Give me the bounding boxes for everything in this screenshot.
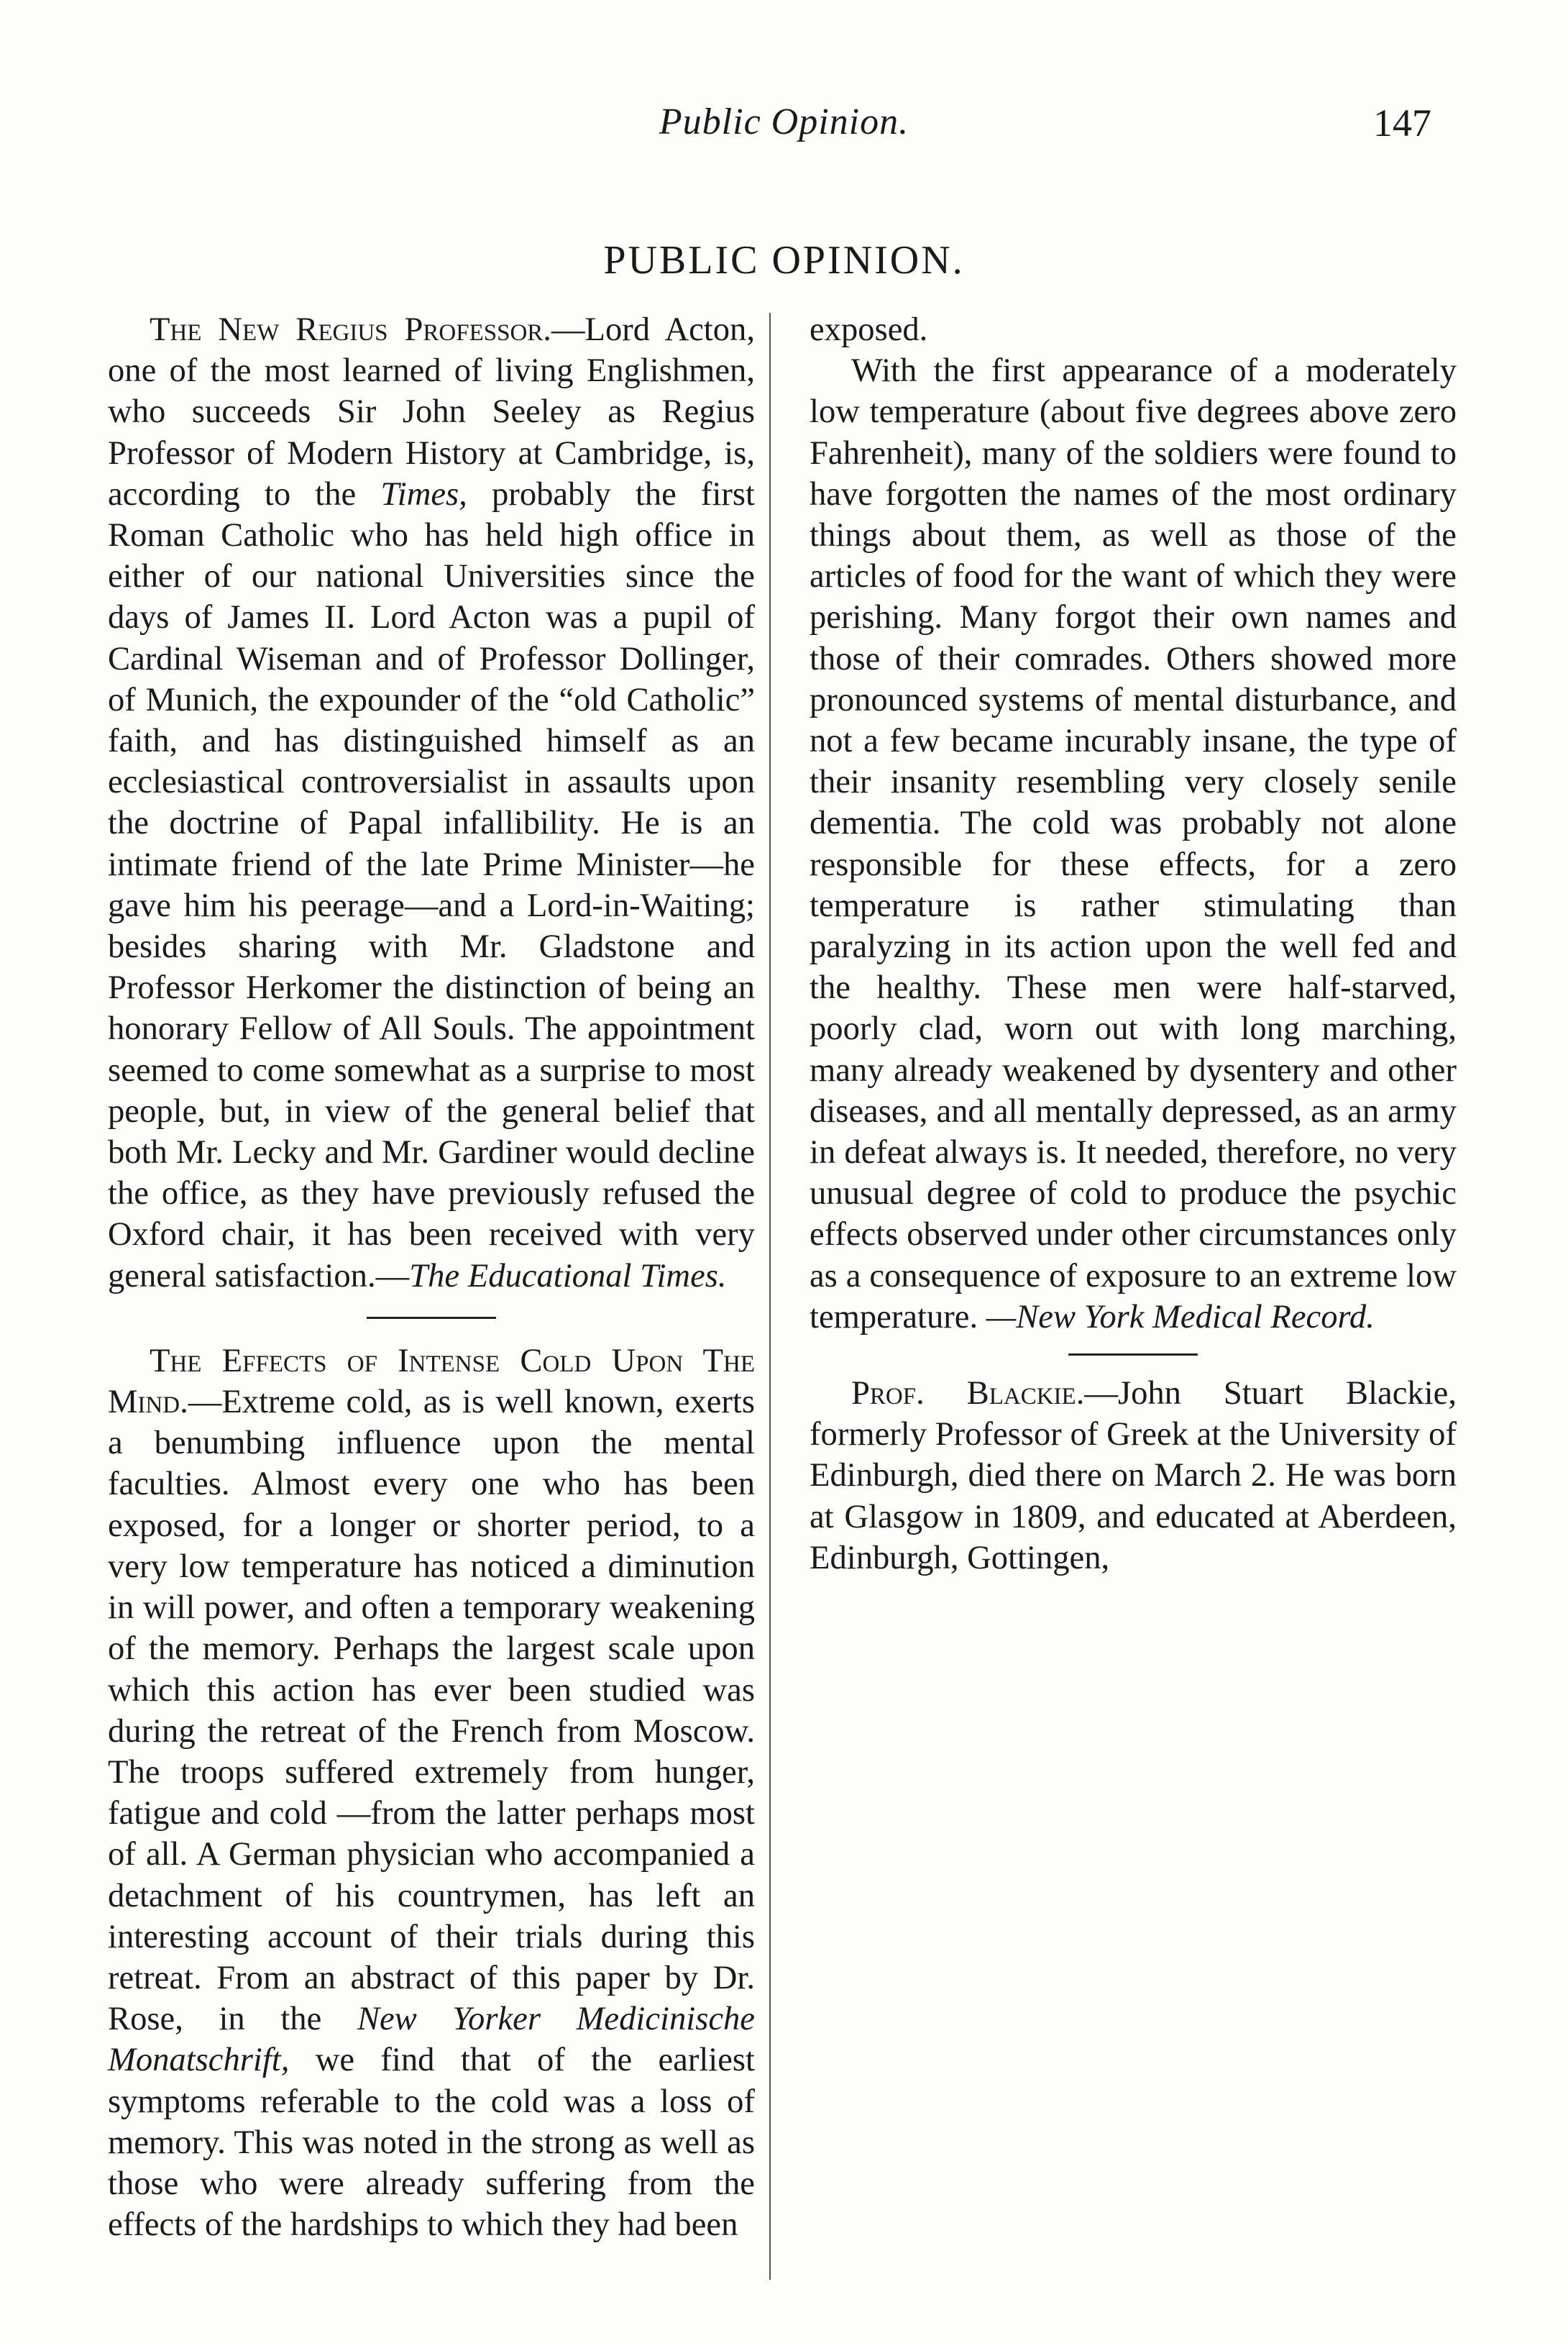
running-head: [0, 101, 1568, 158]
article-body: With the first appearance of a moderately low temperature (about five degrees above zero Fahrenheit), many of the soldiers were found to have forgotten the names of the most ordinary things about them, as well as those of the articles of food for the want of which they were perishing. Many forgot their own names and those of their comrades. Others showed more pronounced systems of mental disturbance, and not a few became incurably insane, the type of their insanity resembling very closely senile dementia. The cold was probably not alone responsible for these effects, for a zero temperature is rather stimulating than paralyzing in its action upon the well fed and the healthy. These men were half-starved, poorly clad, worn out with long marching, many already weakened by dysentery and other diseases, and all mentally depressed, as an army in defeat always is. It needed, therefore, no very unusual degree of cold to produce the psychic effects observed under other circumstances only as a consequence of exposure to an extreme low temperature.: [810, 352, 1457, 1335]
article-body: probably the first Roman Catholic who has held high office in either of our national Universities since the days of James II. Lord Acton was a pupil of Cardinal Wiseman and of Professor Dollinger, of Munich, the expounder of the “old Catholic” faith, and has distinguished himself as an ecclesiastical controversialist in assaults upon the doctrine of Papal infallibility. He is an intimate friend of the late Prime Minister—he gave him his peerage—and a Lord-in-Waiting; besides sharing with Mr. Gladstone and Professor Herkomer the distinction of being an honorary Fellow of All Souls. The appointment seemed to come somewhat as a surprise to most people, but, in view of the general belief that both Mr. Lecky and Mr. Gardiner would decline the office, as they have previously refused the Oxford chair, it has been received with very general satisfaction.—: [108, 475, 755, 1294]
article-heading: Prof. Blackie.—: [851, 1374, 1118, 1412]
running-title: Public Opinion.: [659, 101, 909, 142]
left-column: [108, 309, 755, 2245]
column-divider: [769, 313, 771, 2280]
article-prof-blackie: [810, 1373, 1457, 1579]
article-new-regius-professor: [108, 309, 755, 1297]
article-body: Lord Acton, one of the most learned of living Englishmen, who succeeds Sir John Seeley as Regius Professor of Modern History at Cambridge, is, according to the: [108, 311, 755, 513]
article-source: The Educational Times.: [409, 1256, 727, 1294]
article-separator: [367, 1317, 496, 1319]
article-body: Extreme cold, as is well known, exerts a benumbing influence upon the mental faculties. Almost every one who has been exposed, for a longer or shorter period, to a very low temperature has noticed a diminution in will power, and often a temporary weakening of the memory. Perhaps the largest scale upon which this action has ever been studied was during the retreat of the French from Moscow. The troops suffered extremely from hunger, fatigue and cold —from the latter perhaps most of all. A German physician who accompanied a detachment of his countrymen, has left an interesting account of their trials during this retreat. From an abstract of this paper by Dr. Rose, in the: [108, 1383, 755, 2038]
article-effects-of-cold: [108, 1341, 755, 2245]
section-title: PUBLIC OPINION.: [603, 238, 965, 283]
article-paragraph: [810, 350, 1457, 1338]
article-effects-of-cold: [810, 309, 1457, 350]
page-number: 147: [1373, 101, 1431, 145]
article-separator: [1068, 1353, 1198, 1356]
article-body: John Stuart Blackie, formerly Professor of Greek at the University of Edinburgh, died there on March 2. He was born at Glasgow in 1809, and educated at Aberdeen, Edinburgh, Gottingen,: [810, 1374, 1457, 1576]
article-body: exposed.: [810, 311, 928, 348]
article-italic-text: New Yorker Medicinische Monatschrift,: [108, 2000, 755, 2079]
article-italic-text: Times,: [380, 475, 467, 513]
article-heading: The New Regius Professor.—: [150, 311, 585, 348]
article-heading: The Effects of Intense Cold Upon The Mind.—: [108, 1341, 755, 1421]
article-source: —New York Medical Record.: [986, 1297, 1375, 1335]
article-body: we find that of the earliest symptoms referable to the cold was a loss of memory. This was noted in the strong as well as those who were already suffering from the effects of the hardships to which they had been: [108, 2041, 755, 2244]
right-column: [810, 309, 1457, 1579]
